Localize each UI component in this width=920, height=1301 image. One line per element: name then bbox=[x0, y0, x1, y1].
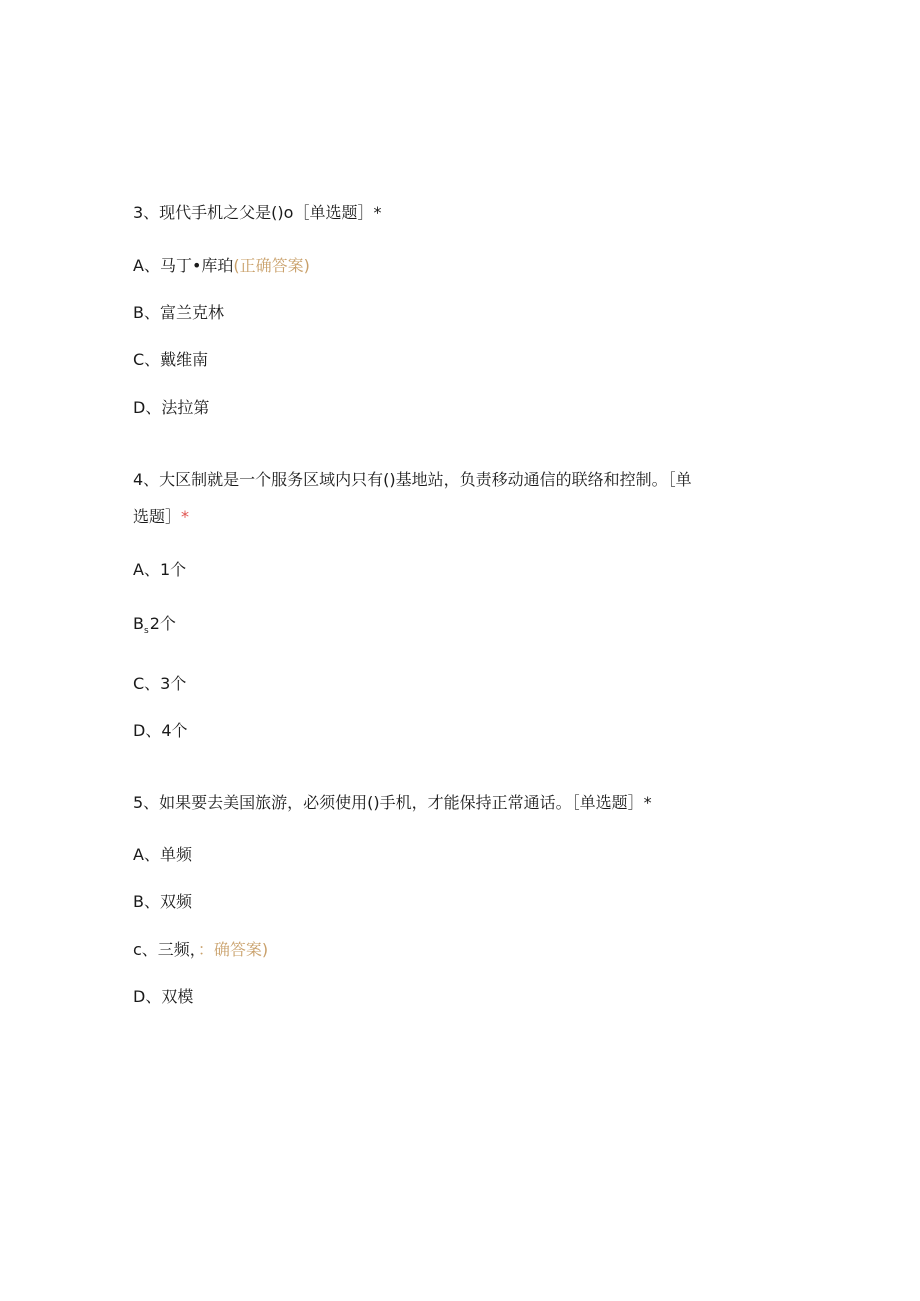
question-4-option-b[interactable] bbox=[133, 614, 176, 641]
question-3-option-a[interactable] bbox=[133, 256, 310, 276]
option-label: c、三频， bbox=[133, 940, 198, 959]
question-4-stem-line-1: 4、大区制就是一个服务区域内只有()基地站，负责移动通信的联络和控制。［单 bbox=[133, 470, 692, 489]
required-star: * bbox=[181, 507, 190, 526]
question-5-stem: 5、如果要去美国旅游，必须使用()手机，才能保持正常通话。［单选题］* bbox=[133, 793, 652, 812]
question-3-stem: 3、现代手机之父是()o［单选题］* bbox=[133, 203, 382, 222]
option-label: A、马丁•库珀 bbox=[133, 256, 234, 275]
option-letter-subscript: s bbox=[143, 626, 149, 636]
correct-answer-tag: ：确答案) bbox=[197, 940, 269, 959]
option-letter: B bbox=[133, 614, 144, 633]
question-4-option-d[interactable]: D、4个 bbox=[133, 721, 188, 740]
correct-answer-tag: (正确答案) bbox=[233, 256, 310, 275]
question-5-option-a[interactable]: A、单频 bbox=[133, 845, 192, 864]
question-5-option-d[interactable]: D、双模 bbox=[133, 987, 194, 1006]
question-3-option-d[interactable]: D、法拉第 bbox=[133, 398, 210, 417]
question-5-option-c[interactable] bbox=[133, 940, 268, 960]
question-3-option-c[interactable]: C、戴维南 bbox=[133, 350, 209, 369]
question-4-stem-line-2 bbox=[133, 507, 189, 527]
question-5-option-b[interactable]: B、双频 bbox=[133, 892, 192, 911]
question-type-label: 选题］ bbox=[133, 507, 182, 526]
option-text: 2个 bbox=[149, 614, 176, 633]
question-4-option-c[interactable]: C、3个 bbox=[133, 674, 187, 693]
question-3-option-b[interactable]: B、富兰克林 bbox=[133, 303, 224, 322]
question-4-option-a[interactable]: A、1个 bbox=[133, 560, 187, 579]
